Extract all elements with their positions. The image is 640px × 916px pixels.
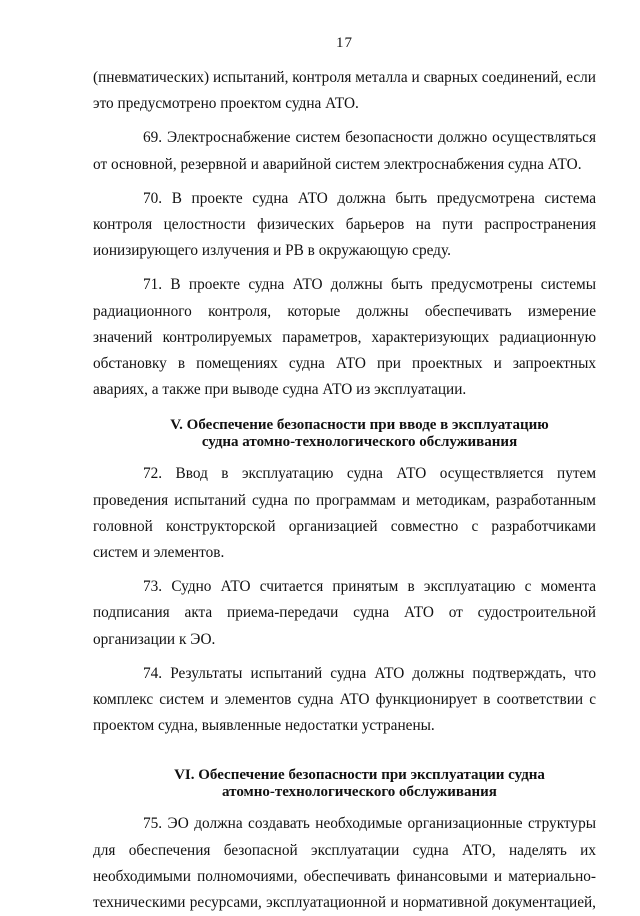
section-heading-vi-line1: VI. Обеспечение безопасности при эксплуатации судна — [174, 767, 545, 784]
page-number: 17 — [336, 35, 353, 51]
paragraph-continuation: (пневматических) испытаний, контроля металла и сварных соединений, если это предусмотрено проектом судна АТО. — [93, 69, 596, 113]
paragraph-73: 73. Судно АТО считается принятым в эксплуатацию с момента подписания акта приема-передачи судна АТО от судостроительной организации к ЭО. — [93, 578, 596, 648]
section-heading-v — [93, 417, 596, 451]
section-heading-v-line2: судна атомно-технологического обслуживания — [201, 434, 518, 451]
paragraph-75: 75. ЭО должна создавать необходимые организационные структуры для обеспечения безопасной эксплуатации судна АТО, наделять их необходимыми полномочиями, обеспечивать финансовыми и материально-техническими ресурсами, эксплуатационной и нормативной документацией, — [93, 815, 596, 912]
paragraph-70: 70. В проекте судна АТО должна быть предусмотрена система контроля целостности физических барьеров на пути распространения ионизирующего излучения и РВ в окружающую среду. — [93, 189, 596, 260]
paragraph-69: 69. Электроснабжение систем безопасности должно осуществляться от основной, резервной и аварийной систем электроснабжения судна АТО. — [93, 129, 596, 173]
paragraph-72: 72. Ввод в эксплуатацию судна АТО осуществляется путем проведения испытаний судна по программам и методикам, разработанным головной конструкторской организацией совместно с разработчиками систем и элементов. — [93, 465, 596, 562]
paragraph-71: 71. В проекте судна АТО должны быть предусмотрены системы радиационного контроля, которые должны обеспечивать измерение значений контролируемых параметров, характеризующих радиационную обстановку в помещениях судна АТО при проектных и запроектных авариях, а также при выводе судна АТО из эксплуатации. — [93, 276, 596, 399]
paragraph-74: 74. Результаты испытаний судна АТО должны подтверждать, что комплекс систем и элементов судна АТО функционирует в соответствии с проектом судна, выявленные недостатки устранены. — [93, 664, 596, 735]
section-heading-vi — [93, 767, 596, 801]
section-heading-vi-line2: атомно-технологического обслуживания — [222, 784, 497, 801]
section-heading-v-line1: V. Обеспечение безопасности при вводе в эксплуатацию — [170, 417, 549, 434]
